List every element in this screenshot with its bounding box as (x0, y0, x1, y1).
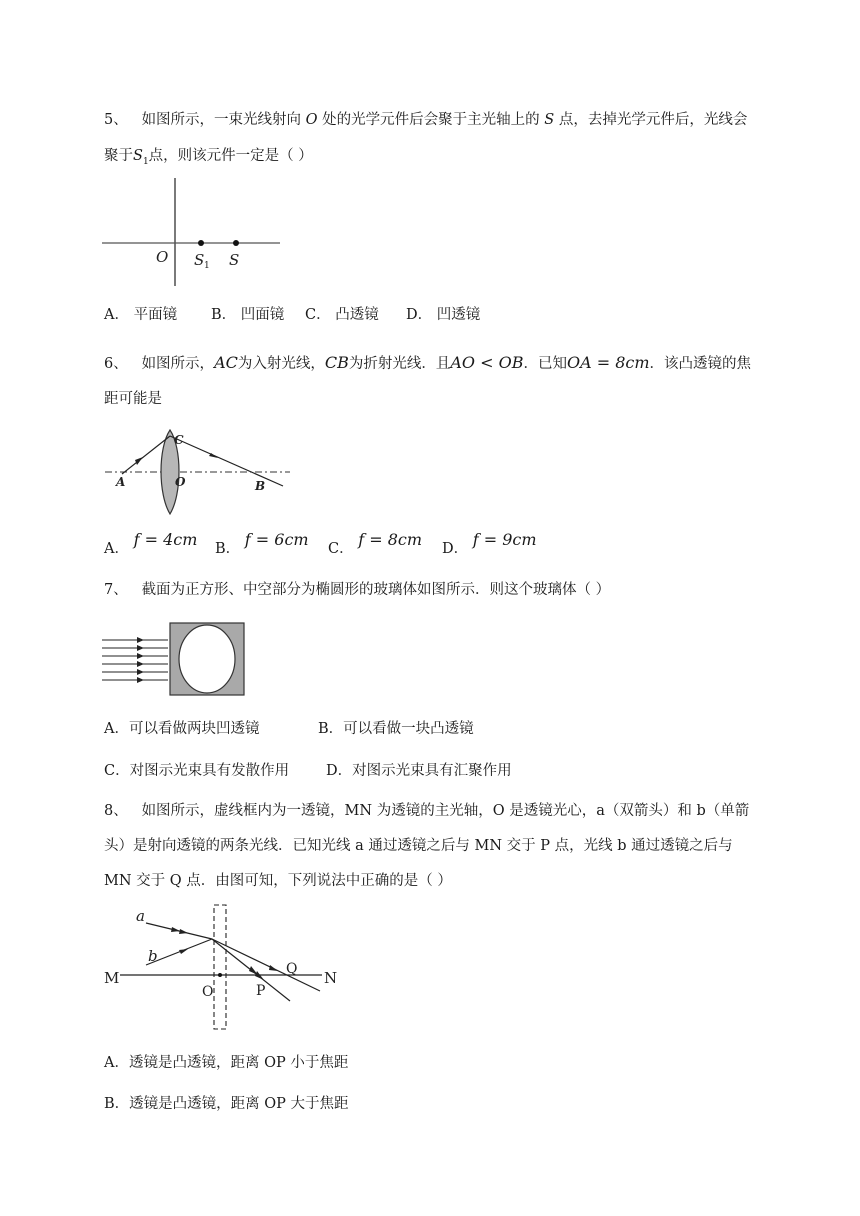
q7-figure (100, 620, 250, 700)
q5-figure (100, 176, 290, 291)
option-math: f = 9cm (472, 530, 537, 549)
parallel-light-beam (102, 640, 168, 680)
q6-number: 6、 (104, 356, 128, 372)
q6-option-c[interactable] (328, 530, 423, 559)
q6-figure (100, 428, 300, 518)
label-n: N (324, 969, 338, 987)
optical-center (218, 973, 222, 977)
q6-option-d[interactable] (442, 530, 537, 559)
point-s1 (198, 240, 204, 246)
q6-text: ．该凸透镜的焦 (649, 356, 752, 372)
q7-option-b[interactable]: B．可以看做一块凸透镜 (318, 721, 474, 737)
q5-option-c[interactable]: C． 凸透镜 (305, 307, 379, 323)
q6-math-ac: AC (214, 353, 238, 372)
label-s1: S (194, 251, 205, 269)
arrow-icon (137, 637, 144, 683)
label-m: M (104, 969, 120, 987)
q5-line2 (104, 146, 313, 172)
option-math: f = 8cm (358, 530, 423, 549)
q6-math-cb: CB (324, 353, 349, 372)
q8-line2: 头）是射向透镜的两条光线．已知光线 a 通过透镜之后与 MN 交于 P 点，光线 b 通过透镜之后与 (104, 838, 733, 854)
q7-option-a[interactable]: A．可以看做两块凹透镜 (104, 721, 260, 737)
q6-line1 (104, 353, 751, 374)
q8-figure (100, 903, 350, 1033)
q6-line2: 距可能是 (104, 391, 162, 407)
point-s (233, 240, 239, 246)
q5-var-s1: S (133, 148, 143, 164)
q8-option-b[interactable]: B．透镜是凸透镜，距离 OP 大于焦距 (104, 1096, 349, 1112)
q7-line1 (104, 580, 610, 600)
q7-number: 7、 (104, 582, 128, 598)
arrow-icon (135, 457, 143, 465)
q6-option-a[interactable] (104, 530, 198, 559)
label-s: S (229, 251, 240, 269)
label-o: O (156, 248, 169, 266)
arrow-icon (171, 927, 278, 980)
q6-text: 为入射光线， (237, 356, 325, 372)
label-q: Q (286, 961, 298, 977)
label-p: P (256, 983, 266, 999)
q5-text: 点，去掉光学元件后，光线会 (558, 112, 748, 128)
q8-line3: MN 交于 Q 点．由图可知，下列说法中正确的是（ ） (104, 873, 452, 889)
q6-text: 如图所示， (141, 356, 215, 372)
option-math: f = 4cm (133, 530, 198, 549)
option-label: C． (328, 541, 354, 557)
label-a: a (136, 907, 145, 925)
lens-dashed-box (214, 905, 226, 1029)
q6-text: 为折射光线．且 (348, 356, 451, 372)
q5-var-o: O (305, 112, 318, 128)
q5-text: 聚于 (104, 148, 133, 164)
option-label: D． (442, 541, 469, 557)
q8-text: 如图所示，虚线框内为一透镜，MN 为透镜的主光轴，O 是透镜光心，a（双箭头）和 b（单箭 (141, 803, 750, 819)
q5-text: 点，则该元件一定是（ ） (148, 148, 313, 164)
label-a: A (116, 475, 126, 489)
q5-option-d[interactable]: D． 凹透镜 (406, 307, 481, 323)
q6-text: ．已知 (523, 356, 567, 372)
q8-line1 (104, 801, 749, 821)
option-math: f = 6cm (244, 530, 309, 549)
q8-option-a[interactable]: A．透镜是凸透镜，距离 OP 小于焦距 (104, 1055, 349, 1071)
q6-option-b[interactable] (215, 530, 309, 559)
q5-text: 如图所示，一束光线射向 (141, 112, 302, 128)
q8-number: 8、 (104, 803, 128, 819)
q5-text: 处的光学元件后会聚于主光轴上的 (322, 112, 540, 128)
label-o: O (202, 984, 214, 1000)
q6-math-inequality: AO < OB (450, 353, 524, 372)
q7-option-d[interactable]: D．对图示光束具有汇聚作用 (326, 763, 512, 779)
ray-b-refracted (212, 939, 320, 991)
option-label: B． (215, 541, 241, 557)
q5-number: 5、 (104, 112, 128, 128)
q5-option-b[interactable]: B． 凹面镜 (211, 307, 285, 323)
label-o: O (175, 475, 186, 489)
label-b: b (148, 947, 158, 965)
q6-math-oa: OA = 8cm (566, 353, 650, 372)
q7-option-c[interactable]: C．对图示光束具有发散作用 (104, 763, 290, 779)
option-label: A． (104, 541, 129, 557)
label-s1-sub: 1 (204, 261, 210, 271)
q5-var-s: S (544, 112, 555, 128)
label-c: C (174, 433, 184, 447)
q5-option-a[interactable]: A． 平面镜 (104, 307, 178, 323)
elliptical-cavity (179, 625, 235, 693)
refracted-ray-cb (170, 436, 283, 486)
label-b: B (255, 479, 266, 493)
q7-text: 截面为正方形、中空部分为椭圆形的玻璃体如图所示．则这个玻璃体（ ） (141, 582, 611, 598)
q5-line1 (104, 110, 747, 130)
q5-subscript: 1 (142, 156, 149, 167)
